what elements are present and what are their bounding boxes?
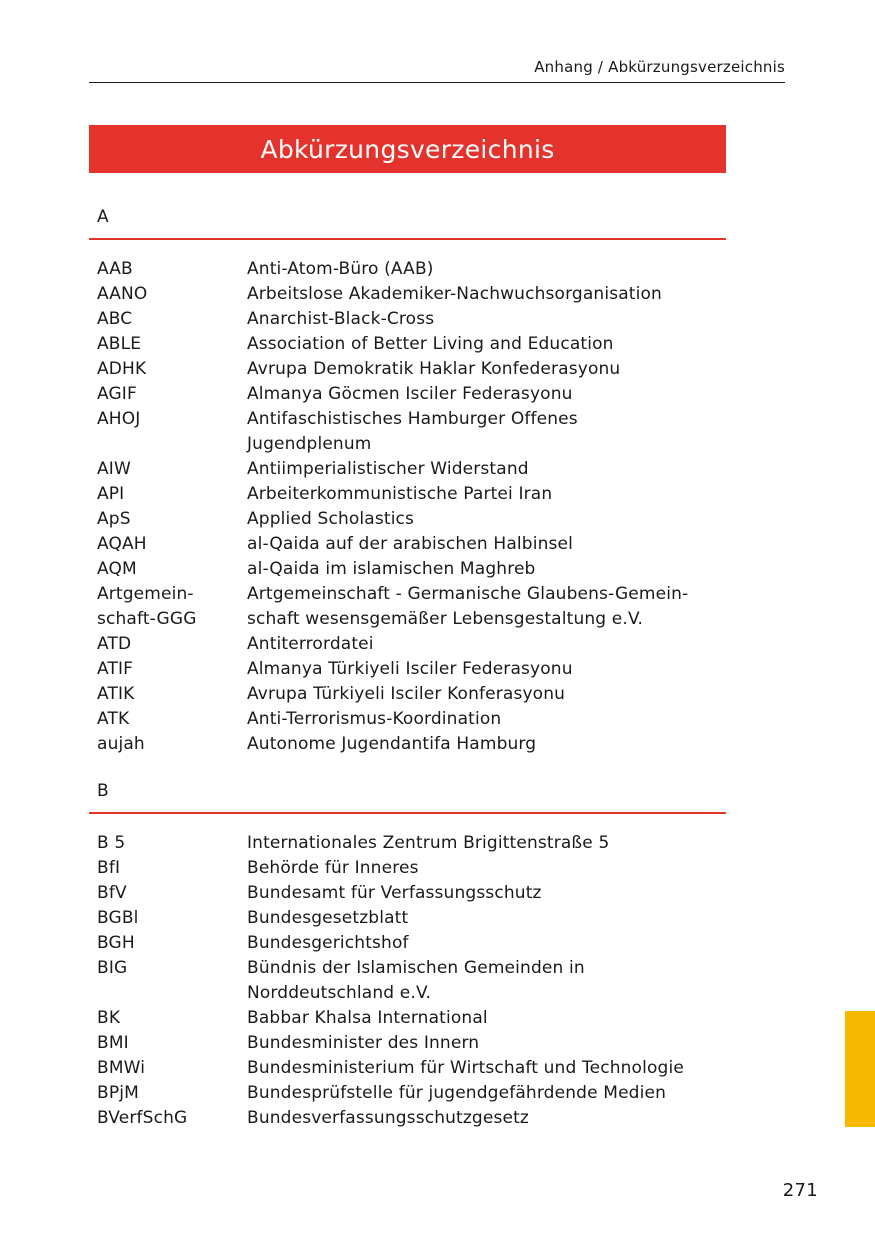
entry-abbreviation: ATIK bbox=[97, 684, 135, 704]
running-head: Anhang / Abkürzungsverzeichnis bbox=[534, 58, 785, 76]
entry-definition: Bundesprüfstelle für jugendgefährdende Medien bbox=[247, 1083, 667, 1103]
entry-row bbox=[89, 931, 726, 956]
entry-definition: Anti-Atom-Büro (AAB) bbox=[247, 259, 434, 279]
entry-abbreviation: AGIF bbox=[97, 384, 137, 404]
page-title: Abkürzungsverzeichnis bbox=[260, 134, 555, 164]
entry-definition: Behörde für Inneres bbox=[247, 858, 419, 878]
entry-abbreviation: BIG bbox=[97, 958, 128, 978]
entry-definition: Artgemeinschaft - Germanische Glaubens-Gemein- schaft wesensgemäßer Lebensgestaltung e.V. bbox=[247, 584, 689, 629]
entry-list bbox=[89, 257, 726, 757]
section-rule bbox=[89, 812, 726, 814]
page-number: 271 bbox=[782, 1180, 818, 1201]
entry-definition: Bundesgerichtshof bbox=[247, 933, 409, 953]
entry-abbreviation: AAB bbox=[97, 259, 133, 279]
entry-row bbox=[89, 1106, 726, 1131]
entry-definition: Babbar Khalsa International bbox=[247, 1008, 488, 1028]
entry-abbreviation: BfI bbox=[97, 858, 121, 878]
entry-abbreviation: ApS bbox=[97, 509, 131, 529]
entry-row bbox=[89, 582, 726, 632]
entry-abbreviation: BGBl bbox=[97, 908, 139, 928]
entry-row bbox=[89, 682, 726, 707]
entry-abbreviation: BPjM bbox=[97, 1083, 139, 1103]
entry-row bbox=[89, 856, 726, 881]
entry-abbreviation: BMWi bbox=[97, 1058, 146, 1078]
entry-definition: Anti-Terrorismus-Koordination bbox=[247, 709, 502, 729]
entry-definition: Autonome Jugendantifa Hamburg bbox=[247, 734, 537, 754]
entry-row bbox=[89, 1031, 726, 1056]
entry-abbreviation: AHOJ bbox=[97, 409, 141, 429]
entry-row bbox=[89, 1081, 726, 1106]
entry-row bbox=[89, 1056, 726, 1081]
entry-definition: Applied Scholastics bbox=[247, 509, 415, 529]
section-letter: B bbox=[97, 781, 109, 801]
entry-row bbox=[89, 407, 726, 457]
entry-abbreviation: AQAH bbox=[97, 534, 147, 554]
entry-definition: Bündnis der Islamischen Gemeinden in Norddeutschland e.V. bbox=[247, 958, 585, 1003]
entry-abbreviation: AIW bbox=[97, 459, 131, 479]
entry-definition: Arbeitslose Akademiker-Nachwuchsorganisation bbox=[247, 284, 662, 304]
entry-definition: Bundesverfassungsschutzgesetz bbox=[247, 1108, 529, 1128]
entry-row bbox=[89, 632, 726, 657]
entry-row bbox=[89, 382, 726, 407]
entry-row bbox=[89, 307, 726, 332]
entry-definition: Anarchist-Black-Cross bbox=[247, 309, 435, 329]
entry-list bbox=[89, 831, 726, 1131]
entry-definition: Bundesminister des Innern bbox=[247, 1033, 480, 1053]
entry-abbreviation: BMI bbox=[97, 1033, 129, 1053]
entry-abbreviation: aujah bbox=[97, 734, 145, 754]
entry-abbreviation: BGH bbox=[97, 933, 135, 953]
entry-row bbox=[89, 1006, 726, 1031]
entry-abbreviation: ADHK bbox=[97, 359, 147, 379]
entry-abbreviation: ATK bbox=[97, 709, 130, 729]
entry-definition: Antiimperialistischer Widerstand bbox=[247, 459, 529, 479]
entry-row bbox=[89, 357, 726, 382]
entry-row bbox=[89, 657, 726, 682]
entry-abbreviation: Artgemein- schaft-GGG bbox=[97, 584, 197, 629]
entry-definition: Almanya Türkiyeli Isciler Federasyonu bbox=[247, 659, 573, 679]
entry-definition: Bundesministerium für Wirtschaft und Technologie bbox=[247, 1058, 684, 1078]
entry-abbreviation: ABLE bbox=[97, 334, 142, 354]
entry-abbreviation: ATD bbox=[97, 634, 132, 654]
section-letter: A bbox=[97, 207, 109, 227]
entry-abbreviation: API bbox=[97, 484, 125, 504]
entry-row bbox=[89, 557, 726, 582]
entry-row bbox=[89, 482, 726, 507]
entry-abbreviation: BVerfSchG bbox=[97, 1108, 188, 1128]
entry-definition: Avrupa Demokratik Haklar Konfederasyonu bbox=[247, 359, 621, 379]
entry-abbreviation: ATIF bbox=[97, 659, 134, 679]
entry-row bbox=[89, 457, 726, 482]
entry-definition: Internationales Zentrum Brigittenstraße 5 bbox=[247, 833, 610, 853]
entry-abbreviation: AQM bbox=[97, 559, 137, 579]
entry-abbreviation: B 5 bbox=[97, 833, 126, 853]
entry-definition: Antifaschistisches Hamburger Offenes Jugendplenum bbox=[247, 409, 578, 454]
title-banner bbox=[89, 125, 726, 173]
header-rule bbox=[89, 82, 785, 83]
entry-definition: Bundesgesetzblatt bbox=[247, 908, 409, 928]
section-b bbox=[89, 779, 726, 1131]
section-a bbox=[89, 205, 726, 757]
entry-definition: Almanya Göcmen Isciler Federasyonu bbox=[247, 384, 573, 404]
entry-abbreviation: AANO bbox=[97, 284, 148, 304]
entry-row bbox=[89, 507, 726, 532]
entry-abbreviation: BfV bbox=[97, 883, 127, 903]
section-rule bbox=[89, 238, 726, 240]
entry-definition: Association of Better Living and Education bbox=[247, 334, 614, 354]
entry-abbreviation: BK bbox=[97, 1008, 121, 1028]
entry-row bbox=[89, 906, 726, 931]
entry-row bbox=[89, 732, 726, 757]
chapter-tab-marker bbox=[845, 1011, 875, 1127]
entry-definition: Bundesamt für Verfassungsschutz bbox=[247, 883, 542, 903]
entry-row bbox=[89, 831, 726, 856]
entry-definition: al-Qaida im islamischen Maghreb bbox=[247, 559, 536, 579]
entry-row bbox=[89, 707, 726, 732]
entry-definition: Arbeiterkommunistische Partei Iran bbox=[247, 484, 553, 504]
entry-definition: al-Qaida auf der arabischen Halbinsel bbox=[247, 534, 574, 554]
entry-row bbox=[89, 257, 726, 282]
entry-abbreviation: ABC bbox=[97, 309, 133, 329]
entry-definition: Antiterrordatei bbox=[247, 634, 374, 654]
entry-row bbox=[89, 282, 726, 307]
entry-row bbox=[89, 332, 726, 357]
entry-row bbox=[89, 532, 726, 557]
entry-definition: Avrupa Türkiyeli Isciler Konferasyonu bbox=[247, 684, 566, 704]
entry-row bbox=[89, 881, 726, 906]
entry-row bbox=[89, 956, 726, 1006]
